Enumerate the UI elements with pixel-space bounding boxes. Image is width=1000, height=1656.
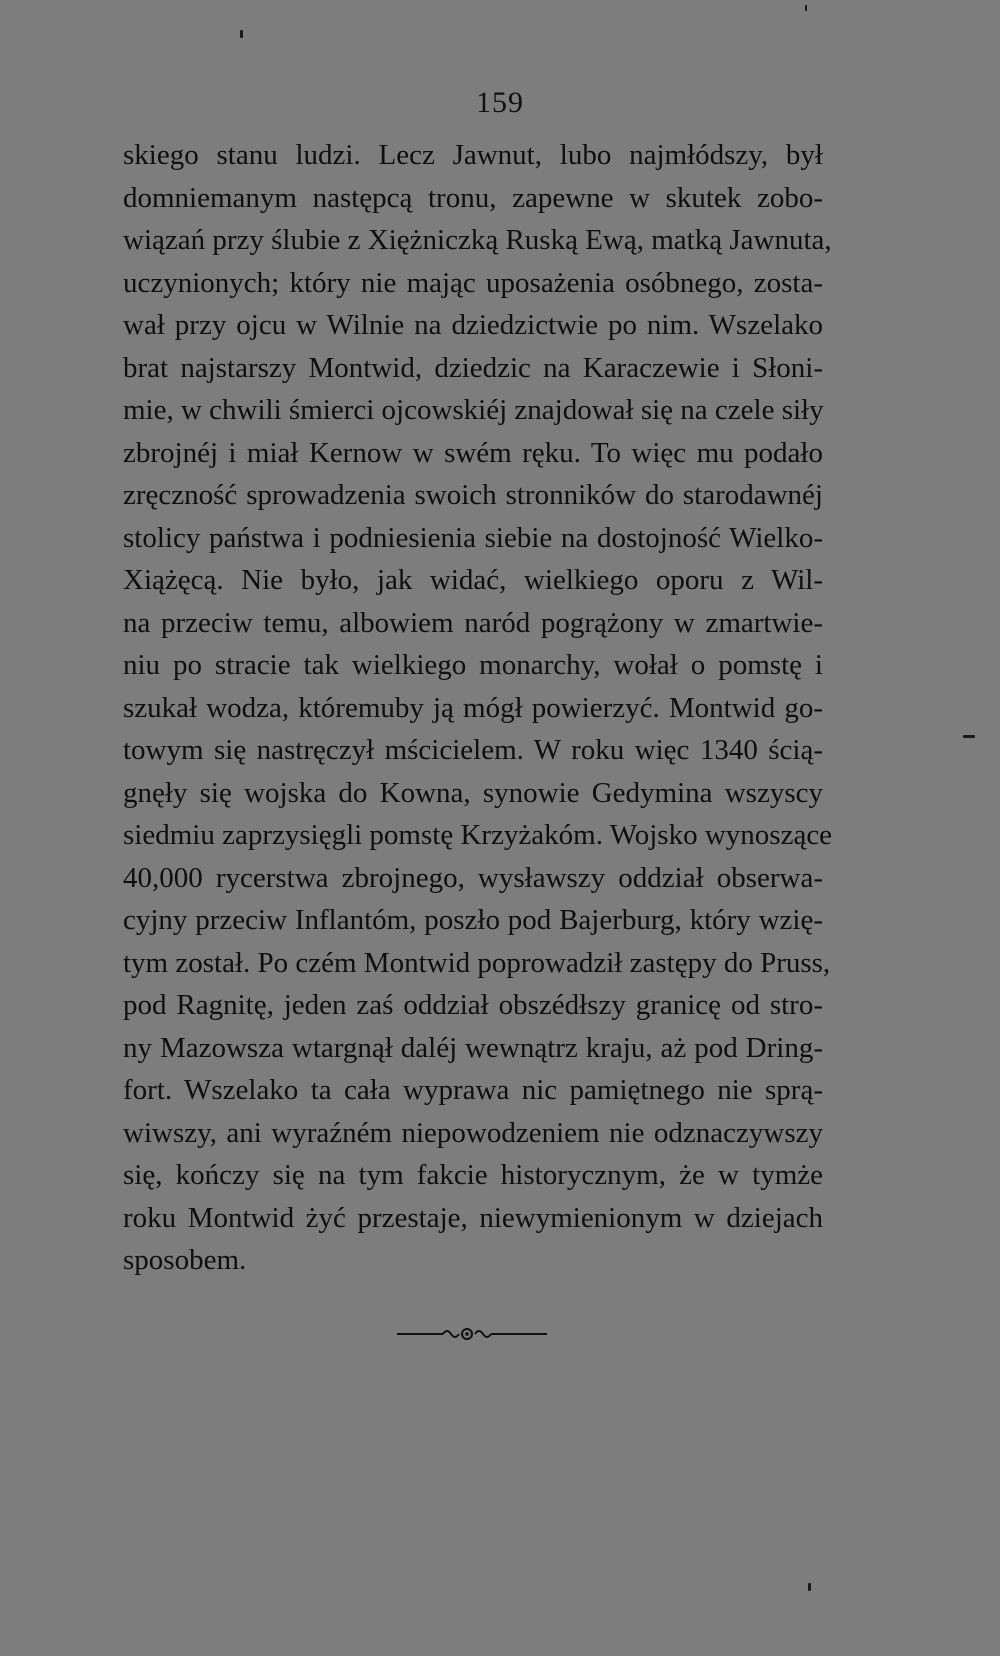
text-line: szukał wodza, któremuby ją mógł powierzyć. Montwid go-: [123, 691, 823, 724]
text-line: ny Mazowsza wtargnął daléj wewnątrz kraju, aż pod Dring-: [123, 1031, 823, 1064]
text-line: skiego stanu ludzi. Lecz Jawnut, lubo najmłódszy, był: [123, 139, 823, 171]
text-line: fort. Wszelako ta cała wyprawa nic pamiętnego nie sprą-: [123, 1074, 823, 1106]
text-line: sposobem.: [123, 1244, 247, 1276]
text-line: roku Montwid żyć przestaje, niewymienionym w dziejach: [123, 1201, 823, 1234]
text-line: 40,000 rycerstwa zbrojnego, wysławszy oddział obserwa-: [123, 861, 823, 894]
text-line: uczynionych; który nie mając uposażenia osóbnego, zosta-: [123, 266, 823, 299]
text-line: niu po stracie tak wielkiego monarchy, wołał o pomstę i: [123, 649, 823, 681]
tailpiece-ornament-icon: [397, 1322, 547, 1346]
text-line: brat najstarszy Montwid, dziedzic na Karaczewie i Słoni-: [123, 351, 823, 384]
scan-speck: [808, 1583, 811, 1591]
text-line: siedmiu zaprzysięgli pomstę Krzyżakóm. Wojsko wynoszące: [123, 819, 833, 851]
scan-speck: [240, 30, 243, 38]
text-line: domniemanym następcą tronu, zapewne w skutek zobo-: [123, 181, 823, 214]
text-line: na przeciw temu, albowiem naród pogrążony w zmartwie-: [123, 606, 823, 639]
text-line: wał przy ojcu w Wilnie na dziedzictwie po nim. Wszelako: [123, 309, 823, 341]
text-line: towym się nastręczył mścicielem. W roku więc 1340 ścią-: [123, 734, 823, 766]
text-line: wiwszy, ani wyraźném niepowodzeniem nie odznaczywszy: [123, 1116, 823, 1149]
text-line: tym został. Po czém Montwid poprowadził zastępy do Pruss,: [123, 946, 831, 979]
scan-speck: [805, 5, 807, 11]
text-line: mie, w chwili śmierci ojcowskiéj znajdował się na czele siły: [123, 394, 824, 426]
text-line: zręczność sprowadzenia swoich stronników do starodawnéj: [123, 479, 823, 511]
text-line: Xiążęcą. Nie było, jak widać, wielkiego oporu z Wil-: [123, 564, 823, 596]
scan-speck: [963, 735, 975, 738]
text-line: pod Ragnitę, jeden zaś oddział obszédłszy granicę od stro-: [123, 989, 823, 1021]
body-text: [123, 134, 833, 1282]
text-line: gnęły się wojska do Kowna, synowie Gedymina wszyscy: [123, 776, 823, 809]
text-line: cyjny przeciw Inflantóm, poszło pod Bajerburg, który wzię-: [123, 904, 823, 936]
text-line: stolicy państwa i podniesienia siebie na dostojność Wielko-: [123, 521, 823, 554]
text-line: zbrojnéj i miał Kernow w swém ręku. To więc mu podało: [123, 436, 823, 469]
text-line: się, kończy się na tym fakcie historycznym, że w tymże: [123, 1159, 823, 1191]
page-number: 159: [476, 86, 524, 119]
text-line: wiązań przy ślubie z Xiężniczką Ruską Ewą, matką Jawnuta,: [123, 224, 832, 256]
